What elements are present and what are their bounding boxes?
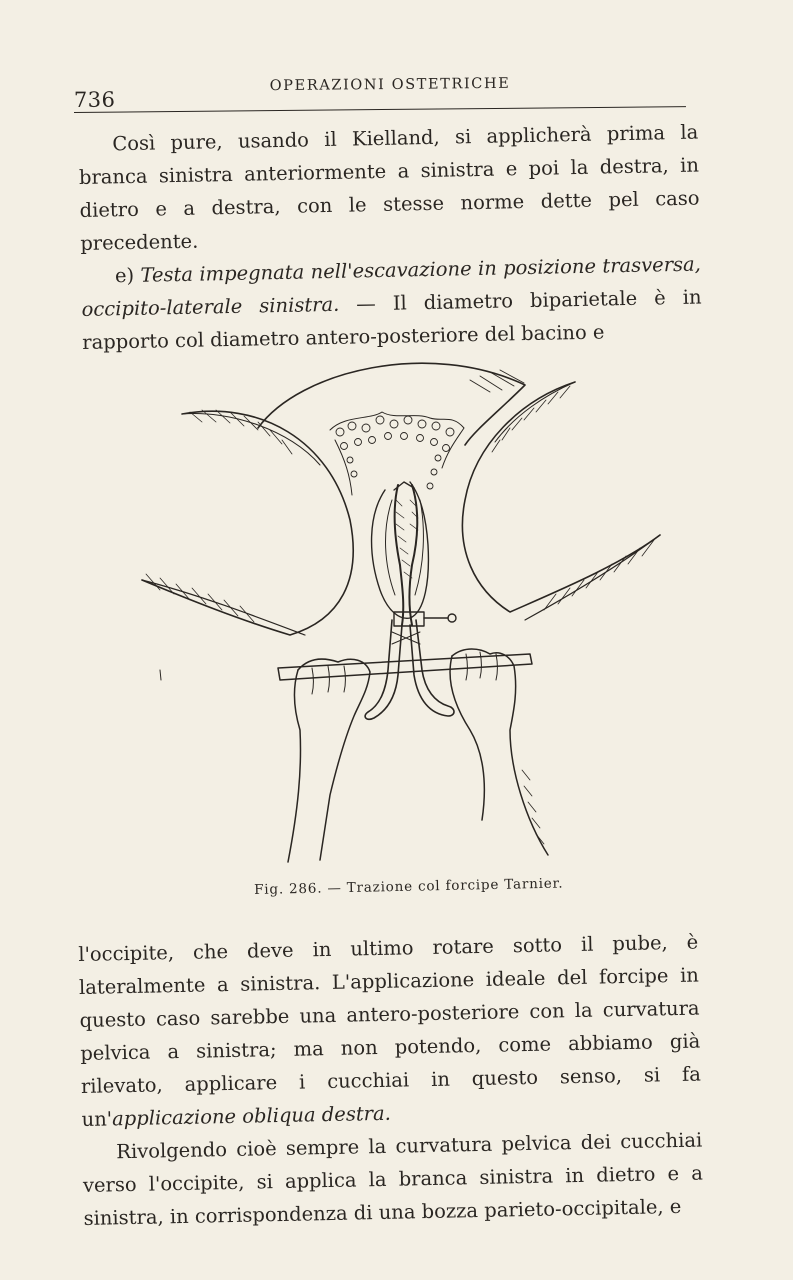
paragraph-kielland: Così pure, usando il Kielland, si applicherà prima la branca sinistra anteriormente a sinistra e poi la destra, in dietro e a destra, con le stesse norme dette pel caso precedente. — [78, 120, 700, 255]
running-head: OPERAZIONI OSTETRICHE — [269, 75, 511, 95]
case-label: e) — [114, 263, 135, 288]
case-title: Testa impegnata nell'escavazione in posizione trasversa, occipito-laterale sinistra. — [81, 252, 702, 321]
case-dash: — — [339, 291, 394, 316]
paragraph-occipite — [78, 926, 702, 1136]
figure-illustration — [130, 350, 675, 870]
bottom-text-block — [78, 926, 704, 1235]
page-header — [74, 66, 686, 113]
forceps-traction-drawing — [130, 350, 675, 870]
paragraph-case-e — [81, 248, 703, 359]
case-text: Il diametro biparietale è in rapporto col diametro antero-posteriore del bacino e — [82, 285, 702, 354]
page-number: 736 — [73, 87, 116, 113]
paragraph-rivolgendo: Rivolgendo cioè sempre la curvatura pelvica dei cucchiai verso l'occipite, si applica la branca sinistra in dietro e a sinistra, in corrispondenza di una bozza parieto-occipitale, e — [82, 1128, 704, 1230]
oblique-application-term: applicazione obliqua destra. — [111, 1101, 392, 1131]
figure-caption: Fig. 286. — Trazione col forcipe Tarnier. — [254, 875, 564, 898]
occipite-text: l'occipite, che deve in ultimo rotare sotto il pube, è lateralmente a sinistra. L'applicazione ideale del forcipe in questo caso sarebbe una antero-posteriore con la curvatura pelvica a sinistra; ma non potendo, come abbiamo già rilevato, applicare i cucchiai in questo senso, si fa un' — [78, 930, 702, 1131]
top-text-block — [78, 116, 703, 359]
